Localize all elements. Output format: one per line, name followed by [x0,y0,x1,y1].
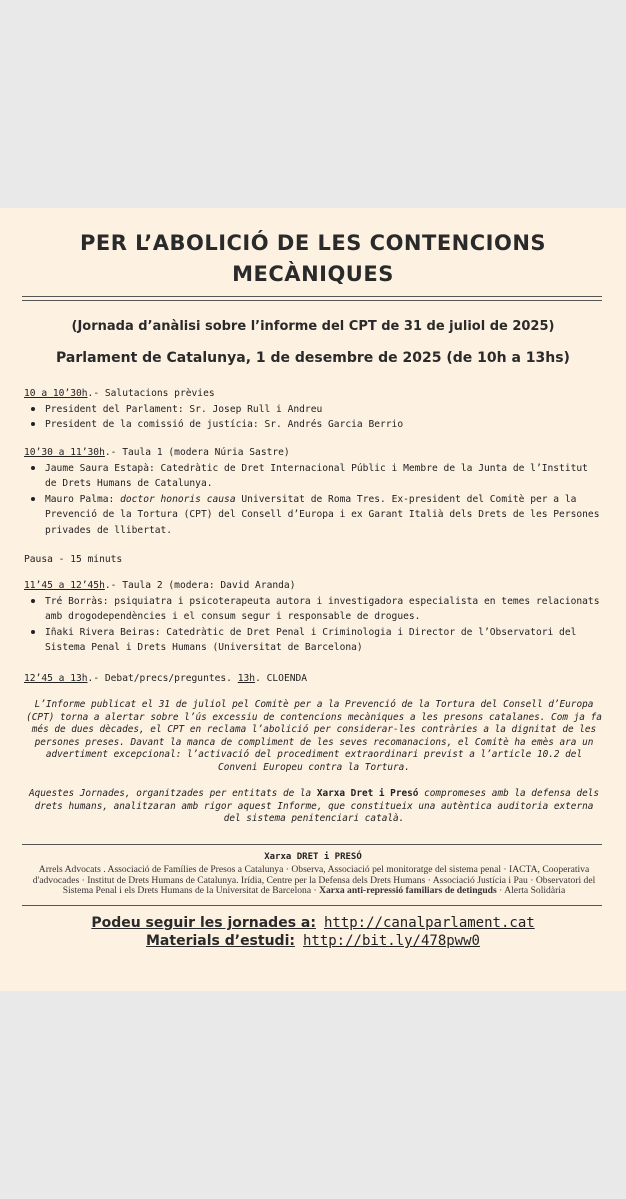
network-name: Xarxa Dret i Presó [316,788,419,799]
divider [22,844,602,845]
venue: Parlament de Catalunya, 1 de desembre de 2025 (de 10h a 13hs) [56,350,570,366]
session-2-heading [24,445,604,461]
session-3-title: .- Taula 2 (modera: David Aranda) [104,580,296,591]
divider [22,296,602,297]
session-3-time: 11’45 a 12’45h [24,580,105,591]
list-item: Tré Borràs: psiquiatra i psicoterapeuta autora i investigadora especialista en temes relacionats amb drogodependències i el consum segur i responsable de drogues. [24,594,604,625]
list-item: Iñaki Rivera Beiras: Catedràtic de Dret Penal i Criminologia i Director de l’Observatori del Sistema Penal i Drets Humans (Universitat de Barcelona) [24,625,604,656]
session-2-time: 10’30 a 11’30h [24,447,105,458]
materials-link[interactable]: http://bit.ly/478pww0 [302,933,480,949]
organizers-paragraph: Aquestes Jornades, organitzades per entitats de la Xarxa Dret i Presó compromeses amb la defensa dels drets humans, analitzaran amb rigor aquest Informe, que constitueix una autèntica auditoria externa del sistema penitenciari català. [28,788,600,824]
network-title: Xarxa DRET i PRESÓ [264,852,362,862]
session-1-heading [24,386,604,402]
session-4-title: .- Debat/precs/preguntes. [87,673,238,684]
flyer [0,208,626,991]
materials-line [0,933,626,949]
session-2-title: .- Taula 1 (modera Núria Sastre) [104,447,290,458]
closing-label: . CLOENDA [255,673,308,684]
list-item: President del Parlament: Sr. Josep Rull i Andreu [24,402,604,418]
page-title [0,228,626,290]
canal-parlament-link[interactable]: http://canalparlament.cat [323,915,535,931]
closing-time: 13h [237,673,256,684]
organizations-list: Arrels Advocats . Associació de Famílies de Presos a Catalunya · Observa, Associació pel monitoratge del sistema penal · IACTA, Cooperativa d'advocades · Institut de Drets Humans de Catalunya. Irídia, Centre per la Defensa dels Drets Humans · Associació Justícia i Pau · Observatori del Sistema Penal i els Drets Humans de la Universitat de Barcelona · Xarxa anti-repressió familiars de detinguds · Alerta Solidària [32,864,596,896]
list-item: Jaume Saura Estapà: Catedràtic de Dret Internacional Públic i Membre de la Junta de l’Institut de Drets Humans de Catalunya. [24,461,604,492]
divider [22,905,602,906]
session-4-time: 12’45 a 13h [24,673,88,684]
intro-paragraph: L’Informe publicat el 31 de juliol pel Comitè per a la Prevenció de la Tortura del Consell d’Europa (CPT) torna a alertar sobre l’ús excessiu de contencions mecàniques a les presons catalanes. Com ja fa més de dues dècades, el CPT en reclama l’abolició per considerar-les contràries a la dignitat de les persones preses. Davant la manca de compliment de les seves recomanacions, el Comitè ha emès ara un advertiment excepcional: l’activació del procediment extraordinari previst a l’article 10.2 del Conveni Europeu contra la Tortura. [26,699,602,773]
divider [22,300,602,301]
pause: Pausa - 15 minuts [24,554,123,565]
session-1-time: 10 a 10’30h [24,388,88,399]
title-line-2: MECÀNIQUES [232,262,394,286]
session-3-heading [24,578,604,594]
list-item [24,492,604,539]
follow-line [0,915,626,931]
follow-label: Podeu seguir les jornades a: [91,915,316,931]
session-1 [24,386,604,433]
speaker-bio: Universitat de Roma Tres. Ex-president del Comitè per a la Prevenció de la Tortura (CPT) del Consell d’Europa i ex Garant Italià dels Drets de les Persones privades de llibertat. [45,493,600,536]
session-4 [24,671,604,687]
org-highlight: Xarxa anti-repressió familiars de detinguds [319,885,497,896]
session-3 [24,578,604,656]
speaker-honor: doctor honoris causa [120,493,236,505]
session-2 [24,445,604,538]
title-line-1: PER L’ABOLICIÓ DE LES CONTENCIONS [79,231,547,255]
list-item: President de la comissió de justícia: Sr. Andrés Garcia Berrio [24,417,604,433]
session-1-title: .- Salutacions prèvies [87,388,215,399]
subtitle: (Jornada d’anàlisi sobre l’informe del CPT de 31 de juliol de 2025) [71,319,555,334]
speaker-name: Mauro Palma: [45,493,121,505]
materials-label: Materials d’estudi: [146,933,295,949]
